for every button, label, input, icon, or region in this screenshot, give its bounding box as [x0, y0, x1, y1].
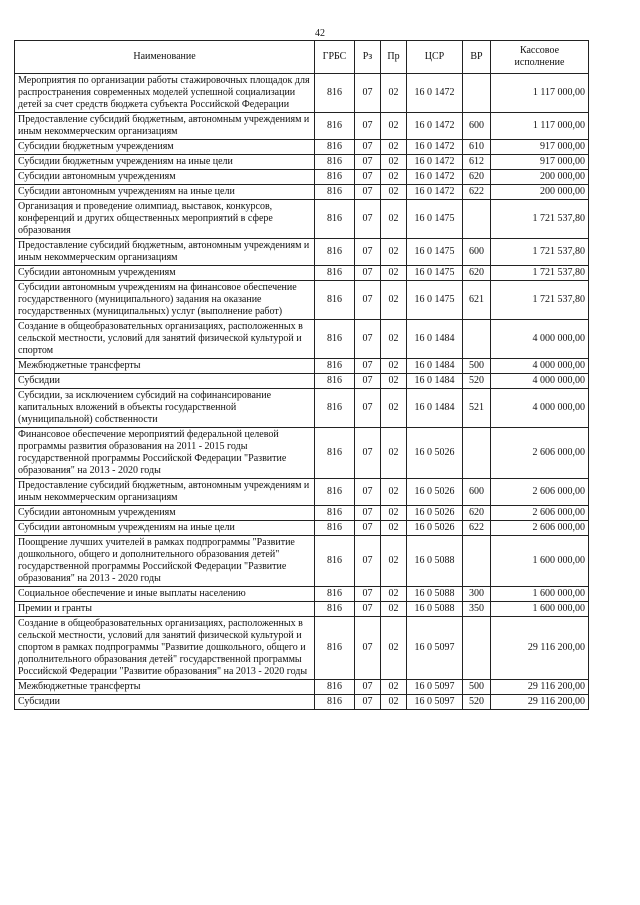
row-csr: 16 0 5088 — [407, 536, 463, 587]
row-pr: 02 — [381, 140, 407, 155]
row-amount: 4 000 000,00 — [491, 320, 589, 359]
row-name: Субсидии — [15, 374, 315, 389]
header-rz: Рз — [355, 41, 381, 74]
row-name: Субсидии, за исключением субсидий на софинансирование капитальных вложений в объекты государственной (муниципальной) собственности — [15, 389, 315, 428]
row-vr: 520 — [463, 374, 491, 389]
row-pr: 02 — [381, 113, 407, 140]
row-csr: 16 0 1472 — [407, 74, 463, 113]
row-rz: 07 — [355, 320, 381, 359]
row-csr: 16 0 5026 — [407, 506, 463, 521]
table-row — [15, 281, 589, 320]
row-pr: 02 — [381, 155, 407, 170]
row-amount: 1 721 537,80 — [491, 266, 589, 281]
row-pr: 02 — [381, 680, 407, 695]
row-name: Социальное обеспечение и иные выплаты населению — [15, 587, 315, 602]
row-rz: 07 — [355, 281, 381, 320]
row-name: Субсидии бюджетным учреждениям на иные цели — [15, 155, 315, 170]
header-pr: Пр — [381, 41, 407, 74]
row-pr: 02 — [381, 185, 407, 200]
table-header-row — [15, 41, 589, 74]
page-number: 42 — [315, 28, 325, 39]
row-vr — [463, 74, 491, 113]
row-csr: 16 0 5097 — [407, 680, 463, 695]
row-rz: 07 — [355, 602, 381, 617]
row-vr: 500 — [463, 359, 491, 374]
row-name: Межбюджетные трансферты — [15, 359, 315, 374]
row-rz: 07 — [355, 359, 381, 374]
header-vr: ВР — [463, 41, 491, 74]
row-rz: 07 — [355, 521, 381, 536]
table-row — [15, 695, 589, 710]
row-rz: 07 — [355, 374, 381, 389]
row-grbs: 816 — [315, 266, 355, 281]
row-pr: 02 — [381, 281, 407, 320]
row-grbs: 816 — [315, 602, 355, 617]
row-rz: 07 — [355, 140, 381, 155]
row-name: Организация и проведение олимпиад, выставок, конкурсов, конференций и других общественных мероприятий в сфере образования — [15, 200, 315, 239]
row-pr: 02 — [381, 239, 407, 266]
row-grbs: 816 — [315, 320, 355, 359]
row-grbs: 816 — [315, 479, 355, 506]
row-name: Субсидии автономным учреждениям — [15, 170, 315, 185]
header-grbs: ГРБС — [315, 41, 355, 74]
table-row — [15, 185, 589, 200]
row-rz: 07 — [355, 74, 381, 113]
row-vr — [463, 536, 491, 587]
row-csr: 16 0 5026 — [407, 479, 463, 506]
row-vr: 620 — [463, 170, 491, 185]
row-rz: 07 — [355, 155, 381, 170]
row-pr: 02 — [381, 170, 407, 185]
row-grbs: 816 — [315, 680, 355, 695]
row-grbs: 816 — [315, 521, 355, 536]
row-pr: 02 — [381, 200, 407, 239]
row-rz: 07 — [355, 239, 381, 266]
row-pr: 02 — [381, 320, 407, 359]
row-pr: 02 — [381, 74, 407, 113]
row-vr: 620 — [463, 266, 491, 281]
row-name: Межбюджетные трансферты — [15, 680, 315, 695]
row-rz: 07 — [355, 695, 381, 710]
row-vr — [463, 617, 491, 680]
row-csr: 16 0 1484 — [407, 320, 463, 359]
row-csr: 16 0 1472 — [407, 155, 463, 170]
table-row — [15, 74, 589, 113]
table-row — [15, 521, 589, 536]
row-rz: 07 — [355, 185, 381, 200]
row-pr: 02 — [381, 506, 407, 521]
row-grbs: 816 — [315, 140, 355, 155]
row-vr: 500 — [463, 680, 491, 695]
row-amount: 917 000,00 — [491, 155, 589, 170]
row-amount: 1 117 000,00 — [491, 74, 589, 113]
row-rz: 07 — [355, 587, 381, 602]
row-csr: 16 0 1475 — [407, 281, 463, 320]
row-pr: 02 — [381, 695, 407, 710]
row-csr: 16 0 5088 — [407, 587, 463, 602]
row-pr: 02 — [381, 389, 407, 428]
row-grbs: 816 — [315, 239, 355, 266]
row-name: Премии и гранты — [15, 602, 315, 617]
row-amount: 2 606 000,00 — [491, 506, 589, 521]
table-row — [15, 374, 589, 389]
row-name: Субсидии — [15, 695, 315, 710]
row-grbs: 816 — [315, 617, 355, 680]
row-amount: 1 117 000,00 — [491, 113, 589, 140]
row-name: Создание в общеобразовательных организациях, расположенных в сельской местности, условий для занятий физической культурой и спортом — [15, 320, 315, 359]
row-amount: 1 600 000,00 — [491, 587, 589, 602]
header-name: Наименование — [15, 41, 315, 74]
row-pr: 02 — [381, 521, 407, 536]
row-grbs: 816 — [315, 374, 355, 389]
row-amount: 1 721 537,80 — [491, 281, 589, 320]
row-name: Предоставление субсидий бюджетным, автономным учреждениям и иным некоммерческим организациям — [15, 479, 315, 506]
row-csr: 16 0 1472 — [407, 113, 463, 140]
row-amount: 1 721 537,80 — [491, 200, 589, 239]
row-pr: 02 — [381, 536, 407, 587]
row-vr: 622 — [463, 521, 491, 536]
table-row — [15, 389, 589, 428]
row-csr: 16 0 5026 — [407, 521, 463, 536]
table-row — [15, 428, 589, 479]
row-name: Создание в общеобразовательных организациях, расположенных в сельской местности, условий для занятий физической культурой и спортом в рамках подпрограммы "Развитие дошкольного, общего и дополнительного образования детей" государственной программы Российской Федерации "Развитие образования" на 2013 - 2020 годы — [15, 617, 315, 680]
row-pr: 02 — [381, 428, 407, 479]
row-pr: 02 — [381, 602, 407, 617]
row-grbs: 816 — [315, 359, 355, 374]
table-row — [15, 200, 589, 239]
row-pr: 02 — [381, 587, 407, 602]
table-row — [15, 239, 589, 266]
row-csr: 16 0 1472 — [407, 170, 463, 185]
row-name: Субсидии автономным учреждениям — [15, 506, 315, 521]
row-vr: 600 — [463, 113, 491, 140]
row-amount: 4 000 000,00 — [491, 359, 589, 374]
row-rz: 07 — [355, 266, 381, 281]
row-vr: 621 — [463, 281, 491, 320]
row-vr — [463, 200, 491, 239]
row-csr: 16 0 1484 — [407, 359, 463, 374]
row-csr: 16 0 1475 — [407, 266, 463, 281]
row-grbs: 816 — [315, 185, 355, 200]
row-rz: 07 — [355, 536, 381, 587]
row-grbs: 816 — [315, 281, 355, 320]
row-amount: 917 000,00 — [491, 140, 589, 155]
row-rz: 07 — [355, 200, 381, 239]
row-amount: 29 116 200,00 — [491, 617, 589, 680]
row-rz: 07 — [355, 506, 381, 521]
row-pr: 02 — [381, 617, 407, 680]
row-grbs: 816 — [315, 170, 355, 185]
table-row — [15, 155, 589, 170]
row-name: Мероприятия по организации работы стажировочных площадок для распространения современных моделей успешной социализации детей за счет средств бюджета субъекта Российской Федерации — [15, 74, 315, 113]
row-vr: 622 — [463, 185, 491, 200]
row-name: Субсидии бюджетным учреждениям — [15, 140, 315, 155]
row-grbs: 816 — [315, 506, 355, 521]
table-row — [15, 479, 589, 506]
row-rz: 07 — [355, 113, 381, 140]
row-vr: 520 — [463, 695, 491, 710]
row-name: Предоставление субсидий бюджетным, автономным учреждениям и иным некоммерческим организациям — [15, 239, 315, 266]
row-vr: 600 — [463, 479, 491, 506]
header-amount: Кассовое исполнение — [491, 41, 589, 74]
header-csr: ЦСР — [407, 41, 463, 74]
row-amount: 2 606 000,00 — [491, 521, 589, 536]
row-amount: 4 000 000,00 — [491, 389, 589, 428]
table-row — [15, 359, 589, 374]
row-name: Субсидии автономным учреждениям — [15, 266, 315, 281]
row-csr: 16 0 1484 — [407, 374, 463, 389]
row-csr: 16 0 1472 — [407, 140, 463, 155]
row-rz: 07 — [355, 680, 381, 695]
table-row — [15, 587, 589, 602]
table-row — [15, 113, 589, 140]
row-csr: 16 0 5026 — [407, 428, 463, 479]
row-name: Предоставление субсидий бюджетным, автономным учреждениям и иным некоммерческим организациям — [15, 113, 315, 140]
row-amount: 1 721 537,80 — [491, 239, 589, 266]
row-csr: 16 0 5097 — [407, 695, 463, 710]
row-name: Субсидии автономным учреждениям на финансовое обеспечение государственного (муниципального) задания на оказание государственных (муниципальных) услуг (выполнение работ) — [15, 281, 315, 320]
row-vr: 612 — [463, 155, 491, 170]
row-vr: 620 — [463, 506, 491, 521]
table-row — [15, 320, 589, 359]
row-csr: 16 0 1475 — [407, 200, 463, 239]
row-vr: 300 — [463, 587, 491, 602]
row-rz: 07 — [355, 617, 381, 680]
table-row — [15, 602, 589, 617]
row-pr: 02 — [381, 374, 407, 389]
row-grbs: 816 — [315, 155, 355, 170]
table-row — [15, 140, 589, 155]
table-row — [15, 536, 589, 587]
row-grbs: 816 — [315, 74, 355, 113]
row-vr — [463, 320, 491, 359]
row-csr: 16 0 5097 — [407, 617, 463, 680]
table-row — [15, 170, 589, 185]
row-vr: 521 — [463, 389, 491, 428]
row-rz: 07 — [355, 170, 381, 185]
row-name: Субсидии автономным учреждениям на иные цели — [15, 185, 315, 200]
row-name: Финансовое обеспечение мероприятий федеральной целевой программы развития образования на 2011 - 2015 годы государственной программы Российской Федерации "Развитие образования" на 2013 - 2020 годы — [15, 428, 315, 479]
row-vr: 350 — [463, 602, 491, 617]
row-grbs: 816 — [315, 428, 355, 479]
row-amount: 200 000,00 — [491, 170, 589, 185]
table-row — [15, 617, 589, 680]
row-vr — [463, 428, 491, 479]
row-amount: 1 600 000,00 — [491, 536, 589, 587]
row-amount: 29 116 200,00 — [491, 695, 589, 710]
table-row — [15, 506, 589, 521]
row-pr: 02 — [381, 359, 407, 374]
row-rz: 07 — [355, 389, 381, 428]
row-amount: 2 606 000,00 — [491, 479, 589, 506]
row-pr: 02 — [381, 266, 407, 281]
row-grbs: 816 — [315, 200, 355, 239]
row-name: Поощрение лучших учителей в рамках подпрограммы "Развитие дошкольного, общего и дополнительного образования детей" государственной программы Российской Федерации "Развитие образования" на 2013 - 2020 годы — [15, 536, 315, 587]
row-csr: 16 0 5088 — [407, 602, 463, 617]
row-amount: 29 116 200,00 — [491, 680, 589, 695]
row-amount: 2 606 000,00 — [491, 428, 589, 479]
row-rz: 07 — [355, 479, 381, 506]
row-name: Субсидии автономным учреждениям на иные цели — [15, 521, 315, 536]
row-grbs: 816 — [315, 536, 355, 587]
table-row — [15, 680, 589, 695]
row-grbs: 816 — [315, 113, 355, 140]
row-csr: 16 0 1475 — [407, 239, 463, 266]
row-pr: 02 — [381, 479, 407, 506]
row-grbs: 816 — [315, 695, 355, 710]
row-grbs: 816 — [315, 389, 355, 428]
row-grbs: 816 — [315, 587, 355, 602]
row-vr: 600 — [463, 239, 491, 266]
row-vr: 610 — [463, 140, 491, 155]
row-amount: 4 000 000,00 — [491, 374, 589, 389]
row-rz: 07 — [355, 428, 381, 479]
row-csr: 16 0 1472 — [407, 185, 463, 200]
row-csr: 16 0 1484 — [407, 389, 463, 428]
row-amount: 1 600 000,00 — [491, 602, 589, 617]
budget-table — [14, 40, 589, 710]
table-row — [15, 266, 589, 281]
row-amount: 200 000,00 — [491, 185, 589, 200]
